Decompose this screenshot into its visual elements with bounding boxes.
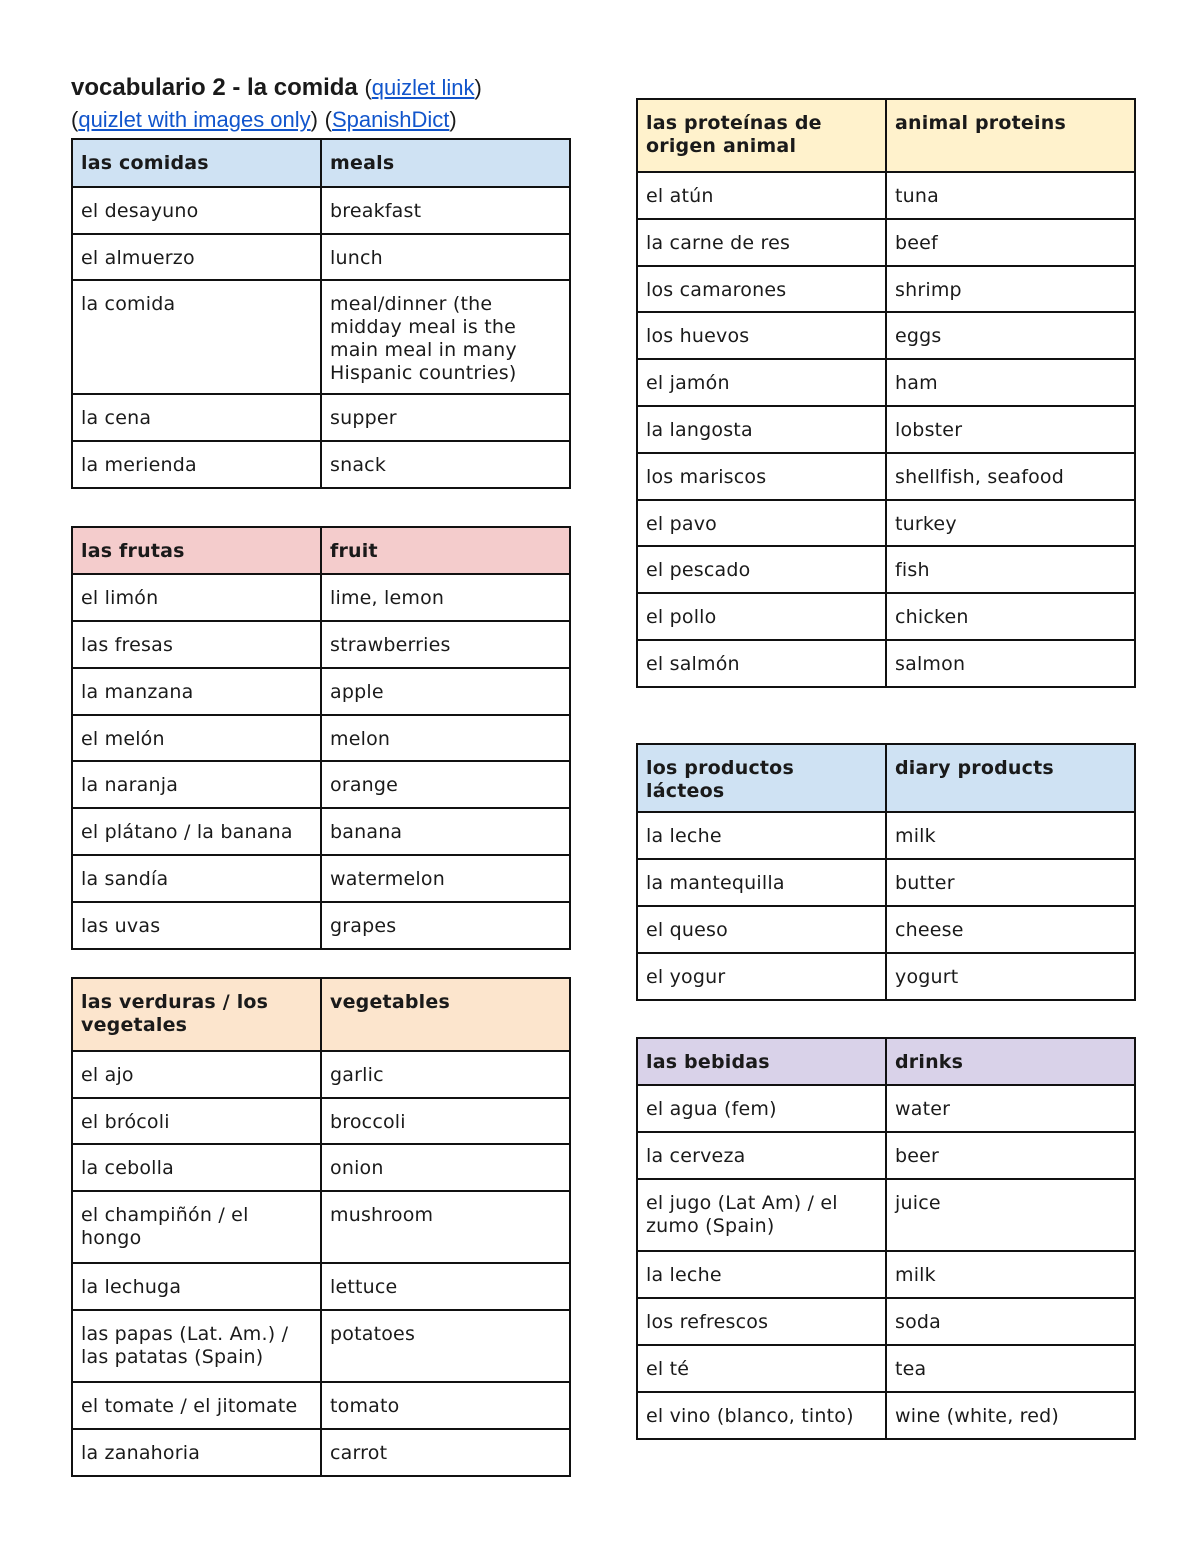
table-row	[72, 187, 570, 234]
spanish-term: la leche	[637, 1251, 886, 1298]
english-term: mushroom	[321, 1191, 570, 1263]
spanish-term: la cerveza	[637, 1132, 886, 1179]
fruits-header-spanish: las frutas	[72, 527, 321, 574]
proteins-header-spanish: las proteínas de origen animal	[637, 99, 886, 172]
english-term: salmon	[886, 640, 1135, 687]
english-term: onion	[321, 1144, 570, 1191]
table-row	[72, 621, 570, 668]
english-term: fish	[886, 546, 1135, 593]
proteins-header-row	[637, 99, 1135, 172]
table-row	[72, 902, 570, 949]
english-term: banana	[321, 808, 570, 855]
table-row	[637, 1392, 1135, 1439]
proteins-table	[636, 98, 1136, 688]
english-term: milk	[886, 1251, 1135, 1298]
english-term: carrot	[321, 1429, 570, 1476]
english-term: soda	[886, 1298, 1135, 1345]
english-term: turkey	[886, 500, 1135, 546]
table-row	[72, 280, 570, 394]
table-row	[637, 219, 1135, 266]
table-row	[637, 546, 1135, 593]
spanish-term: el té	[637, 1345, 886, 1392]
spanish-term: los camarones	[637, 266, 886, 312]
english-term: chicken	[886, 593, 1135, 640]
spanish-term: las fresas	[72, 621, 321, 668]
english-term: yogurt	[886, 953, 1135, 1000]
english-term: beer	[886, 1132, 1135, 1179]
spanish-term: el yogur	[637, 953, 886, 1000]
spanish-term: las papas (Lat. Am.) / las patatas (Spain)	[72, 1310, 321, 1382]
meals-table	[71, 138, 571, 489]
english-term: meal/dinner (the midday meal is the main meal in many Hispanic countries)	[321, 280, 570, 394]
table-row	[637, 640, 1135, 687]
english-term: wine (white, red)	[886, 1392, 1135, 1439]
table-row	[637, 500, 1135, 546]
table-row	[637, 266, 1135, 312]
table-row	[637, 1251, 1135, 1298]
fruits-table	[71, 526, 571, 950]
fruits-header-english: fruit	[321, 527, 570, 574]
spanish-term: el almuerzo	[72, 234, 321, 280]
english-term: tomato	[321, 1382, 570, 1429]
table-row	[637, 359, 1135, 406]
spanish-term: la carne de res	[637, 219, 886, 266]
table-row	[72, 1191, 570, 1263]
spanish-term: el jamón	[637, 359, 886, 406]
spanish-term: la lechuga	[72, 1263, 321, 1310]
english-term: lobster	[886, 406, 1135, 453]
english-term: ham	[886, 359, 1135, 406]
dairy-header-spanish: los productos lácteos	[637, 744, 886, 812]
spanish-term: los refrescos	[637, 1298, 886, 1345]
english-term: tea	[886, 1345, 1135, 1392]
table-row	[637, 812, 1135, 859]
page-title: vocabulario 2 - la comida	[71, 74, 358, 101]
vegetables-table	[71, 977, 571, 1477]
english-term: water	[886, 1085, 1135, 1132]
spanish-term: las uvas	[72, 902, 321, 949]
table-row	[637, 1085, 1135, 1132]
spanish-term: el limón	[72, 574, 321, 621]
table-row	[72, 668, 570, 715]
english-term: cheese	[886, 906, 1135, 953]
spanish-term: la cebolla	[72, 1144, 321, 1191]
table-row	[637, 906, 1135, 953]
vegetables-header-spanish: las verduras / los vegetales	[72, 978, 321, 1051]
table-row	[72, 855, 570, 902]
spanish-term: el pollo	[637, 593, 886, 640]
document-title	[71, 72, 591, 136]
english-term: juice	[886, 1179, 1135, 1251]
spanish-term: el pescado	[637, 546, 886, 593]
english-term: watermelon	[321, 855, 570, 902]
english-term: tuna	[886, 172, 1135, 219]
spanish-term: el melón	[72, 715, 321, 761]
spanish-term: el ajo	[72, 1051, 321, 1098]
spanish-term: la zanahoria	[72, 1429, 321, 1476]
english-term: potatoes	[321, 1310, 570, 1382]
english-term: strawberries	[321, 621, 570, 668]
table-row	[72, 1310, 570, 1382]
spanish-term: el pavo	[637, 500, 886, 546]
spanish-term: la manzana	[72, 668, 321, 715]
table-row	[637, 1179, 1135, 1251]
dairy-header-row	[637, 744, 1135, 812]
drinks-header-spanish: las bebidas	[637, 1038, 886, 1085]
spanish-term: la langosta	[637, 406, 886, 453]
spanish-term: la sandía	[72, 855, 321, 902]
english-term: beef	[886, 219, 1135, 266]
dairy-header-english: diary products	[886, 744, 1135, 812]
english-term: lettuce	[321, 1263, 570, 1310]
table-row	[637, 593, 1135, 640]
table-row	[72, 394, 570, 441]
drinks-header-english: drinks	[886, 1038, 1135, 1085]
table-row	[72, 1051, 570, 1098]
english-term: grapes	[321, 902, 570, 949]
table-row	[72, 1263, 570, 1310]
english-term: shellfish, seafood	[886, 453, 1135, 500]
spanish-term: el agua (fem)	[637, 1085, 886, 1132]
spanish-term: los huevos	[637, 312, 886, 359]
table-row	[637, 953, 1135, 1000]
spanish-term: el jugo (Lat Am) / el zumo (Spain)	[637, 1179, 886, 1251]
english-term: butter	[886, 859, 1135, 906]
spanish-term: el champiñón / el hongo	[72, 1191, 321, 1263]
english-term: orange	[321, 761, 570, 808]
fruits-header-row	[72, 527, 570, 574]
vegetables-header-row	[72, 978, 570, 1051]
table-row	[637, 453, 1135, 500]
table-row	[72, 1098, 570, 1144]
spanish-term: el vino (blanco, tinto)	[637, 1392, 886, 1439]
english-term: eggs	[886, 312, 1135, 359]
english-term: garlic	[321, 1051, 570, 1098]
spanish-term: el plátano / la banana	[72, 808, 321, 855]
english-term: lunch	[321, 234, 570, 280]
english-term: melon	[321, 715, 570, 761]
spanish-term: el brócoli	[72, 1098, 321, 1144]
english-term: supper	[321, 394, 570, 441]
spanish-term: el tomate / el jitomate	[72, 1382, 321, 1429]
spanish-term: la naranja	[72, 761, 321, 808]
table-row	[637, 1132, 1135, 1179]
table-row	[72, 574, 570, 621]
english-term: milk	[886, 812, 1135, 859]
spanish-term: la comida	[72, 280, 321, 394]
table-row	[72, 1382, 570, 1429]
english-term: apple	[321, 668, 570, 715]
spanish-term: la cena	[72, 394, 321, 441]
quizlet-images-link[interactable]: quizlet with images only	[78, 107, 311, 132]
table-row	[637, 172, 1135, 219]
drinks-header-row	[637, 1038, 1135, 1085]
english-term: broccoli	[321, 1098, 570, 1144]
dairy-table	[636, 743, 1136, 1001]
table-row	[72, 234, 570, 280]
table-row	[637, 1345, 1135, 1392]
spanish-term: la mantequilla	[637, 859, 886, 906]
meals-header-row	[72, 139, 570, 187]
table-row	[637, 406, 1135, 453]
spanish-term: el atún	[637, 172, 886, 219]
table-row	[72, 808, 570, 855]
spanish-term: los mariscos	[637, 453, 886, 500]
table-row	[72, 761, 570, 808]
table-row	[72, 1429, 570, 1476]
table-row	[72, 715, 570, 761]
english-term: breakfast	[321, 187, 570, 234]
proteins-header-english: animal proteins	[886, 99, 1135, 172]
english-term: snack	[321, 441, 570, 488]
spanish-term: el desayuno	[72, 187, 321, 234]
title-line-1: vocabulario 2 - la comida (quizlet link)	[71, 74, 482, 101]
table-row	[72, 441, 570, 488]
spanish-term: el salmón	[637, 640, 886, 687]
spanish-term: la leche	[637, 812, 886, 859]
vegetables-header-english: vegetables	[321, 978, 570, 1051]
drinks-table	[636, 1037, 1136, 1440]
meals-header-spanish: las comidas	[72, 139, 321, 187]
table-row	[637, 859, 1135, 906]
meals-header-english: meals	[321, 139, 570, 187]
table-row	[72, 1144, 570, 1191]
english-term: shrimp	[886, 266, 1135, 312]
english-term: lime, lemon	[321, 574, 570, 621]
spanish-term: el queso	[637, 906, 886, 953]
spanish-term: la merienda	[72, 441, 321, 488]
quizlet-link[interactable]: quizlet link	[371, 75, 475, 100]
table-row	[637, 1298, 1135, 1345]
spanishdict-link[interactable]: SpanishDict	[332, 107, 450, 132]
table-row	[637, 312, 1135, 359]
title-line-2: (quizlet with images only) (SpanishDict)	[71, 107, 457, 132]
